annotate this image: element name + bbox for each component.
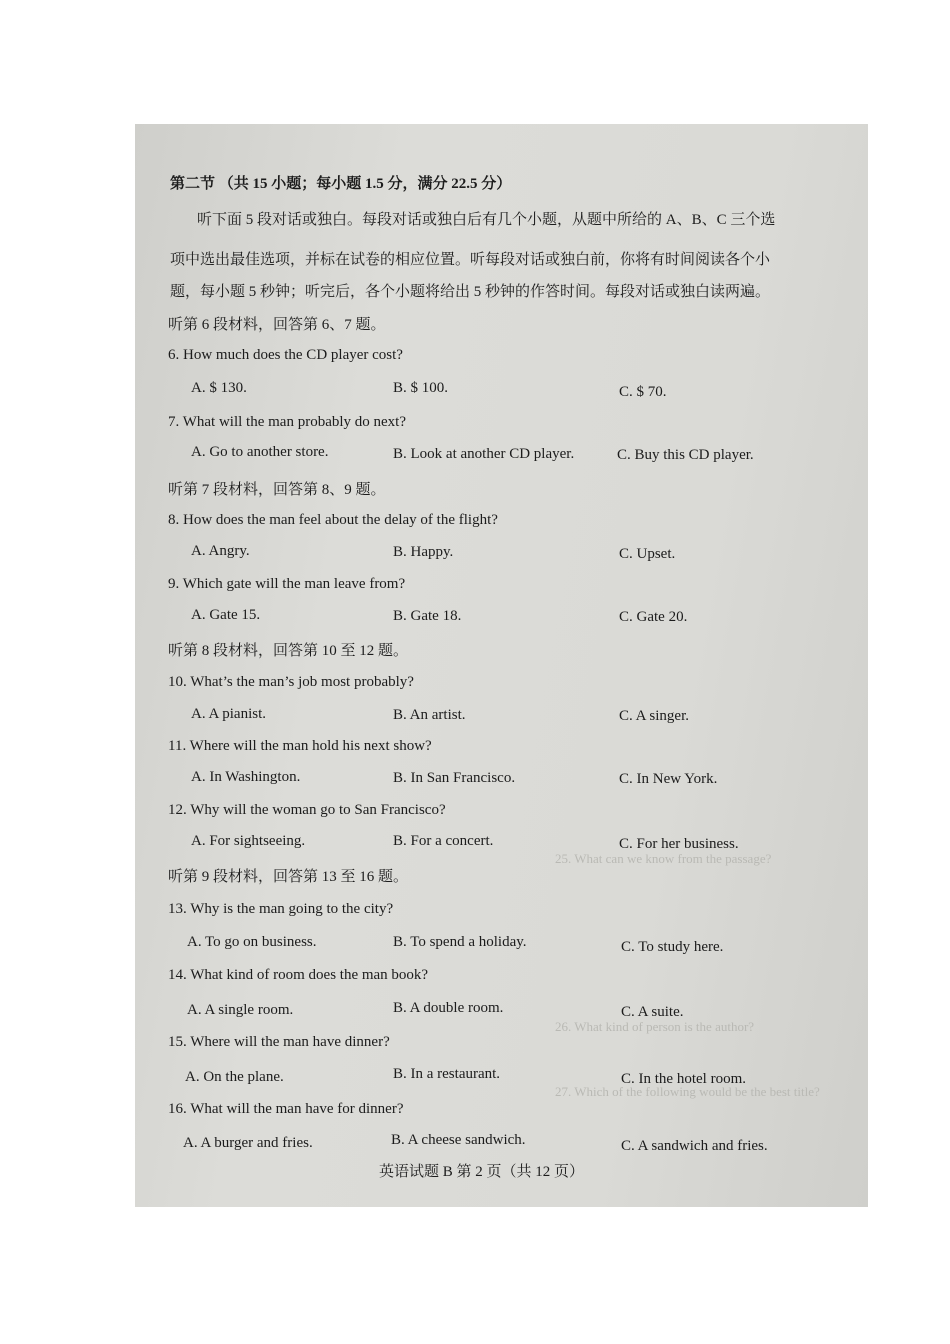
material-heading: 听第 8 段材料，回答第 10 至 12 题。 bbox=[168, 643, 409, 659]
exam-page bbox=[135, 124, 868, 1207]
option-b: B. Gate 18. bbox=[393, 608, 462, 624]
option-b: B. A cheese sandwich. bbox=[391, 1132, 526, 1148]
option-b: B. An artist. bbox=[393, 707, 466, 723]
option-a: A. A single room. bbox=[187, 1002, 294, 1018]
instruction-line: 项中选出最佳选项，并标在试卷的相应位置。听每段对话或独白前，你将有时间阅读各个小 bbox=[170, 252, 771, 268]
material-heading: 听第 9 段材料，回答第 13 至 16 题。 bbox=[168, 869, 409, 885]
question-stem: 15. Where will the man have dinner? bbox=[168, 1034, 390, 1050]
option-a: A. Gate 15. bbox=[191, 607, 261, 623]
page-footer: 英语试题 B 第 2 页（共 12 页） bbox=[379, 1164, 585, 1180]
option-b: B. To spend a holiday. bbox=[393, 934, 527, 950]
question-stem: 7. What will the man probably do next? bbox=[168, 414, 407, 430]
option-a: A. On the plane. bbox=[185, 1069, 284, 1085]
option-a: A. A pianist. bbox=[191, 706, 267, 722]
question-stem: 10. What’s the man’s job most probably? bbox=[168, 674, 414, 690]
instruction-line: 题，每小题 5 秒钟；听完后，各个小题将给出 5 秒钟的作答时间。每段对话或独白读两遍。 bbox=[170, 284, 771, 300]
question-stem: 8. How does the man feel about the delay of the flight? bbox=[168, 512, 498, 528]
option-c: C. A suite. bbox=[621, 1004, 684, 1020]
question-stem: 9. Which gate will the man leave from? bbox=[168, 576, 406, 592]
option-a: A. Angry. bbox=[191, 543, 250, 559]
material-heading: 听第 6 段材料，回答第 6、7 题。 bbox=[168, 317, 386, 333]
material-heading: 听第 7 段材料，回答第 8、9 题。 bbox=[168, 482, 386, 498]
option-c: C. To study here. bbox=[621, 939, 724, 955]
option-c: C. In New York. bbox=[619, 771, 718, 787]
bleed-through-line: 25. What can we know from the passage? bbox=[555, 851, 772, 866]
option-b: B. For a concert. bbox=[393, 833, 494, 849]
option-a: A. In Washington. bbox=[191, 769, 301, 785]
option-a: A. To go on business. bbox=[187, 934, 317, 950]
option-c: C. $ 70. bbox=[619, 384, 667, 400]
option-c: C. A singer. bbox=[619, 708, 690, 724]
bleed-through-line: 26. What kind of person is the author? bbox=[555, 1019, 755, 1034]
question-stem: 14. What kind of room does the man book? bbox=[168, 967, 429, 983]
option-c: C. Upset. bbox=[619, 546, 676, 562]
option-a: A. Go to another store. bbox=[191, 444, 329, 460]
option-b: B. Happy. bbox=[393, 544, 454, 560]
option-c: C. A sandwich and fries. bbox=[621, 1138, 768, 1154]
question-stem: 16. What will the man have for dinner? bbox=[168, 1101, 404, 1117]
question-stem: 13. Why is the man going to the city? bbox=[168, 901, 394, 917]
question-stem: 12. Why will the woman go to San Francisco? bbox=[168, 802, 446, 818]
option-b: B. A double room. bbox=[393, 1000, 504, 1016]
option-b: B. In San Francisco. bbox=[393, 770, 516, 786]
option-b: B. Look at another CD player. bbox=[393, 446, 575, 462]
option-b: B. In a restaurant. bbox=[393, 1066, 501, 1082]
option-c: C. Gate 20. bbox=[619, 609, 688, 625]
bleed-through-line: 27. Which of the following would be the best title? bbox=[555, 1084, 820, 1099]
instruction-line: 听下面 5 段对话或独白。每段对话或独白后有几个小题，从题中所给的 A、B、C 三个选 bbox=[197, 212, 776, 228]
option-c: C. Buy this CD player. bbox=[617, 447, 754, 463]
option-b: B. $ 100. bbox=[393, 380, 449, 396]
option-c: C. In the hotel room. bbox=[621, 1071, 746, 1087]
question-stem: 6. How much does the CD player cost? bbox=[168, 347, 403, 363]
option-a: A. $ 130. bbox=[191, 380, 247, 396]
option-c: C. For her business. bbox=[619, 836, 739, 852]
question-stem: 11. Where will the man hold his next show? bbox=[168, 738, 432, 754]
section-heading: 第二节 （共 15 小题；每小题 1.5 分，满分 22.5 分） bbox=[170, 176, 512, 192]
option-a: A. For sightseeing. bbox=[191, 833, 306, 849]
option-a: A. A burger and fries. bbox=[183, 1135, 313, 1151]
